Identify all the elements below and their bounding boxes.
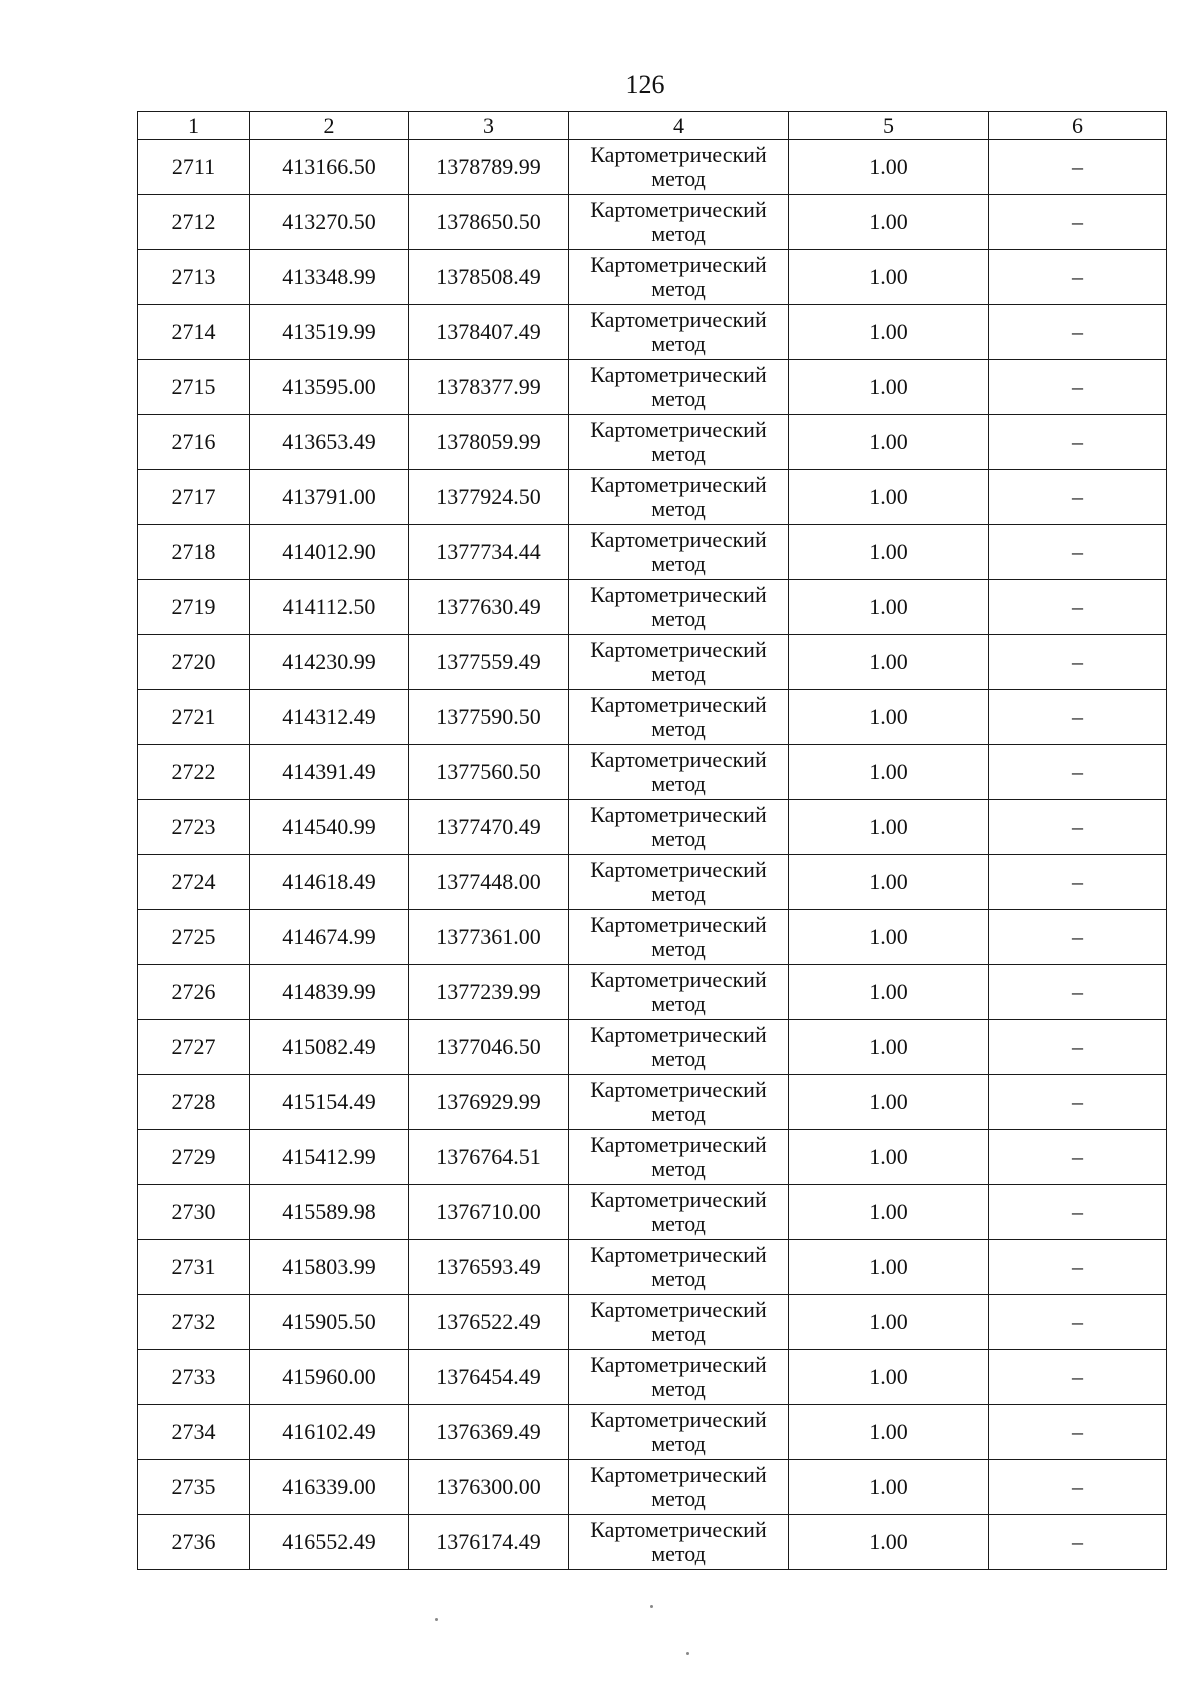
method-cell — [569, 1405, 789, 1460]
accuracy-cell: 1.00 — [789, 195, 989, 250]
y-coordinate-cell: 1377590.50 — [409, 690, 569, 745]
method-cell — [569, 1515, 789, 1570]
accuracy-cell: 1.00 — [789, 965, 989, 1020]
x-coordinate-cell: 413791.00 — [250, 470, 409, 525]
note-cell: – — [989, 1460, 1167, 1515]
method-text-continuation: метод — [651, 496, 706, 521]
accuracy-cell: 1.00 — [789, 580, 989, 635]
method-text-continuation: метод — [651, 1046, 706, 1071]
method-cell — [569, 1240, 789, 1295]
method-text-continuation: метод — [651, 1156, 706, 1181]
method-cell — [569, 525, 789, 580]
method-cell — [569, 360, 789, 415]
x-coordinate-cell: 415803.99 — [250, 1240, 409, 1295]
method-text: Картометрический — [590, 747, 767, 772]
method-cell — [569, 1295, 789, 1350]
table-row — [138, 690, 1167, 745]
method-cell — [569, 1075, 789, 1130]
point-number-cell: 2727 — [138, 1020, 250, 1075]
method-text: Картометрический — [590, 417, 767, 442]
point-number-cell: 2731 — [138, 1240, 250, 1295]
x-coordinate-cell: 415082.49 — [250, 1020, 409, 1075]
x-coordinate-cell: 413270.50 — [250, 195, 409, 250]
method-text: Картометрический — [590, 857, 767, 882]
y-coordinate-cell: 1377559.49 — [409, 635, 569, 690]
accuracy-cell: 1.00 — [789, 360, 989, 415]
method-cell — [569, 140, 789, 195]
x-coordinate-cell: 413166.50 — [250, 140, 409, 195]
note-cell: – — [989, 745, 1167, 800]
table-row — [138, 1350, 1167, 1405]
table-row — [138, 415, 1167, 470]
x-coordinate-cell: 416552.49 — [250, 1515, 409, 1570]
method-text-continuation: метод — [651, 1101, 706, 1126]
y-coordinate-cell: 1377239.99 — [409, 965, 569, 1020]
table-row — [138, 1075, 1167, 1130]
method-cell — [569, 910, 789, 965]
method-cell — [569, 580, 789, 635]
x-coordinate-cell: 416102.49 — [250, 1405, 409, 1460]
method-text: Картометрический — [590, 252, 767, 277]
x-coordinate-cell: 413519.99 — [250, 305, 409, 360]
point-number-cell: 2726 — [138, 965, 250, 1020]
x-coordinate-cell: 414312.49 — [250, 690, 409, 745]
method-text-continuation: метод — [651, 221, 706, 246]
note-cell: – — [989, 1240, 1167, 1295]
point-number-cell: 2712 — [138, 195, 250, 250]
method-text: Картометрический — [590, 582, 767, 607]
y-coordinate-cell: 1378059.99 — [409, 415, 569, 470]
method-text-continuation: метод — [651, 331, 706, 356]
method-text: Картометрический — [590, 692, 767, 717]
header-col-5: 5 — [789, 112, 989, 140]
table-row — [138, 195, 1167, 250]
y-coordinate-cell: 1378789.99 — [409, 140, 569, 195]
method-text: Картометрический — [590, 142, 767, 167]
x-coordinate-cell: 414230.99 — [250, 635, 409, 690]
accuracy-cell: 1.00 — [789, 855, 989, 910]
method-text-continuation: метод — [651, 1321, 706, 1346]
coordinates-table — [137, 111, 1167, 1570]
method-text: Картометрический — [590, 1242, 767, 1267]
y-coordinate-cell: 1377560.50 — [409, 745, 569, 800]
method-text-continuation: метод — [651, 276, 706, 301]
method-cell — [569, 1460, 789, 1515]
point-number-cell: 2724 — [138, 855, 250, 910]
method-text: Картометрический — [590, 967, 767, 992]
table-row — [138, 525, 1167, 580]
method-text: Картометрический — [590, 912, 767, 937]
note-cell: – — [989, 1515, 1167, 1570]
method-cell — [569, 635, 789, 690]
note-cell: – — [989, 1350, 1167, 1405]
accuracy-cell: 1.00 — [789, 690, 989, 745]
method-text: Картометрический — [590, 802, 767, 827]
method-text-continuation: метод — [651, 826, 706, 851]
x-coordinate-cell: 415412.99 — [250, 1130, 409, 1185]
table-row — [138, 1460, 1167, 1515]
y-coordinate-cell: 1378508.49 — [409, 250, 569, 305]
table-row — [138, 580, 1167, 635]
y-coordinate-cell: 1376929.99 — [409, 1075, 569, 1130]
x-coordinate-cell: 416339.00 — [250, 1460, 409, 1515]
y-coordinate-cell: 1376593.49 — [409, 1240, 569, 1295]
y-coordinate-cell: 1376369.49 — [409, 1405, 569, 1460]
note-cell: – — [989, 1075, 1167, 1130]
method-text-continuation: метод — [651, 1431, 706, 1456]
note-cell: – — [989, 305, 1167, 360]
note-cell: – — [989, 910, 1167, 965]
point-number-cell: 2720 — [138, 635, 250, 690]
method-text: Картометрический — [590, 1462, 767, 1487]
point-number-cell: 2716 — [138, 415, 250, 470]
table-row — [138, 1130, 1167, 1185]
y-coordinate-cell: 1377924.50 — [409, 470, 569, 525]
x-coordinate-cell: 413595.00 — [250, 360, 409, 415]
table-row — [138, 1240, 1167, 1295]
method-cell — [569, 1020, 789, 1075]
table-row — [138, 305, 1167, 360]
point-number-cell: 2729 — [138, 1130, 250, 1185]
note-cell: – — [989, 525, 1167, 580]
x-coordinate-cell: 414674.99 — [250, 910, 409, 965]
x-coordinate-cell: 414618.49 — [250, 855, 409, 910]
table-row — [138, 800, 1167, 855]
note-cell: – — [989, 855, 1167, 910]
method-text: Картометрический — [590, 1132, 767, 1157]
y-coordinate-cell: 1376454.49 — [409, 1350, 569, 1405]
method-text-continuation: метод — [651, 881, 706, 906]
y-coordinate-cell: 1377470.49 — [409, 800, 569, 855]
method-text-continuation: метод — [651, 1211, 706, 1236]
note-cell: – — [989, 250, 1167, 305]
note-cell: – — [989, 1405, 1167, 1460]
x-coordinate-cell: 415905.50 — [250, 1295, 409, 1350]
method-text-continuation: метод — [651, 936, 706, 961]
accuracy-cell: 1.00 — [789, 1130, 989, 1185]
method-cell — [569, 1350, 789, 1405]
point-number-cell: 2714 — [138, 305, 250, 360]
method-text-continuation: метод — [651, 1541, 706, 1566]
point-number-cell: 2728 — [138, 1075, 250, 1130]
accuracy-cell: 1.00 — [789, 910, 989, 965]
x-coordinate-cell: 415589.98 — [250, 1185, 409, 1240]
accuracy-cell: 1.00 — [789, 250, 989, 305]
point-number-cell: 2723 — [138, 800, 250, 855]
note-cell: – — [989, 1185, 1167, 1240]
x-coordinate-cell: 413348.99 — [250, 250, 409, 305]
header-col-3: 3 — [409, 112, 569, 140]
method-text-continuation: метод — [651, 661, 706, 686]
note-cell: – — [989, 360, 1167, 415]
accuracy-cell: 1.00 — [789, 800, 989, 855]
method-text: Картометрический — [590, 527, 767, 552]
note-cell: – — [989, 800, 1167, 855]
scan-speck — [435, 1618, 438, 1621]
point-number-cell: 2722 — [138, 745, 250, 800]
point-number-cell: 2736 — [138, 1515, 250, 1570]
y-coordinate-cell: 1378377.99 — [409, 360, 569, 415]
method-text-continuation: метод — [651, 1266, 706, 1291]
table-row — [138, 910, 1167, 965]
method-text: Картометрический — [590, 362, 767, 387]
note-cell: – — [989, 415, 1167, 470]
table-row — [138, 250, 1167, 305]
y-coordinate-cell: 1376522.49 — [409, 1295, 569, 1350]
accuracy-cell: 1.00 — [789, 140, 989, 195]
method-text-continuation: метод — [651, 551, 706, 576]
y-coordinate-cell: 1377448.00 — [409, 855, 569, 910]
method-cell — [569, 1185, 789, 1240]
note-cell: – — [989, 470, 1167, 525]
method-cell — [569, 1130, 789, 1185]
x-coordinate-cell: 413653.49 — [250, 415, 409, 470]
method-text: Картометрический — [590, 637, 767, 662]
x-coordinate-cell: 414012.90 — [250, 525, 409, 580]
accuracy-cell: 1.00 — [789, 1350, 989, 1405]
point-number-cell: 2717 — [138, 470, 250, 525]
method-text: Картометрический — [590, 1407, 767, 1432]
method-text-continuation: метод — [651, 386, 706, 411]
accuracy-cell: 1.00 — [789, 1295, 989, 1350]
method-cell — [569, 470, 789, 525]
header-row — [138, 112, 1167, 140]
x-coordinate-cell: 414391.49 — [250, 745, 409, 800]
accuracy-cell: 1.00 — [789, 635, 989, 690]
method-text: Картометрический — [590, 197, 767, 222]
method-text: Картометрический — [590, 1352, 767, 1377]
y-coordinate-cell: 1378650.50 — [409, 195, 569, 250]
point-number-cell: 2730 — [138, 1185, 250, 1240]
table-row — [138, 855, 1167, 910]
method-text-continuation: метод — [651, 606, 706, 631]
y-coordinate-cell: 1377734.44 — [409, 525, 569, 580]
accuracy-cell: 1.00 — [789, 415, 989, 470]
table-row — [138, 1405, 1167, 1460]
method-text: Картометрический — [590, 1077, 767, 1102]
method-text-continuation: метод — [651, 1486, 706, 1511]
method-text-continuation: метод — [651, 771, 706, 796]
table-row — [138, 1295, 1167, 1350]
note-cell: – — [989, 580, 1167, 635]
method-text: Картометрический — [590, 1517, 767, 1542]
accuracy-cell: 1.00 — [789, 1240, 989, 1295]
point-number-cell: 2733 — [138, 1350, 250, 1405]
point-number-cell: 2734 — [138, 1405, 250, 1460]
accuracy-cell: 1.00 — [789, 1020, 989, 1075]
header-col-6: 6 — [989, 112, 1167, 140]
method-text-continuation: метод — [651, 716, 706, 741]
point-number-cell: 2719 — [138, 580, 250, 635]
table-row — [138, 470, 1167, 525]
method-cell — [569, 690, 789, 745]
note-cell: – — [989, 140, 1167, 195]
accuracy-cell: 1.00 — [789, 525, 989, 580]
x-coordinate-cell: 414112.50 — [250, 580, 409, 635]
note-cell: – — [989, 965, 1167, 1020]
table-row — [138, 360, 1167, 415]
accuracy-cell: 1.00 — [789, 1185, 989, 1240]
method-text: Картометрический — [590, 1187, 767, 1212]
method-text: Картометрический — [590, 1297, 767, 1322]
accuracy-cell: 1.00 — [789, 1460, 989, 1515]
method-cell — [569, 305, 789, 360]
point-number-cell: 2732 — [138, 1295, 250, 1350]
method-cell — [569, 745, 789, 800]
note-cell: – — [989, 690, 1167, 745]
y-coordinate-cell: 1376300.00 — [409, 1460, 569, 1515]
table-row — [138, 1515, 1167, 1570]
method-cell — [569, 965, 789, 1020]
scan-speck — [686, 1652, 689, 1655]
method-cell — [569, 855, 789, 910]
point-number-cell: 2715 — [138, 360, 250, 415]
y-coordinate-cell: 1376764.51 — [409, 1130, 569, 1185]
x-coordinate-cell: 415960.00 — [250, 1350, 409, 1405]
method-text: Картометрический — [590, 1022, 767, 1047]
point-number-cell: 2718 — [138, 525, 250, 580]
point-number-cell: 2711 — [138, 140, 250, 195]
x-coordinate-cell: 415154.49 — [250, 1075, 409, 1130]
page-number: 126 — [625, 70, 665, 99]
accuracy-cell: 1.00 — [789, 470, 989, 525]
header-col-1: 1 — [138, 112, 250, 140]
accuracy-cell: 1.00 — [789, 1405, 989, 1460]
method-cell — [569, 195, 789, 250]
method-cell — [569, 800, 789, 855]
point-number-cell: 2735 — [138, 1460, 250, 1515]
x-coordinate-cell: 414839.99 — [250, 965, 409, 1020]
y-coordinate-cell: 1377630.49 — [409, 580, 569, 635]
table-row — [138, 745, 1167, 800]
y-coordinate-cell: 1378407.49 — [409, 305, 569, 360]
table-row — [138, 1020, 1167, 1075]
note-cell: – — [989, 1130, 1167, 1185]
y-coordinate-cell: 1377046.50 — [409, 1020, 569, 1075]
accuracy-cell: 1.00 — [789, 1515, 989, 1570]
y-coordinate-cell: 1376174.49 — [409, 1515, 569, 1570]
point-number-cell: 2725 — [138, 910, 250, 965]
header-col-4: 4 — [569, 112, 789, 140]
table-row — [138, 635, 1167, 690]
accuracy-cell: 1.00 — [789, 1075, 989, 1130]
method-text-continuation: метод — [651, 991, 706, 1016]
method-text: Картометрический — [590, 472, 767, 497]
point-number-cell: 2721 — [138, 690, 250, 745]
table-row — [138, 1185, 1167, 1240]
scan-speck — [650, 1605, 653, 1608]
method-cell — [569, 415, 789, 470]
method-text-continuation: метод — [651, 166, 706, 191]
x-coordinate-cell: 414540.99 — [250, 800, 409, 855]
y-coordinate-cell: 1377361.00 — [409, 910, 569, 965]
note-cell: – — [989, 635, 1167, 690]
header-col-2: 2 — [250, 112, 409, 140]
method-text-continuation: метод — [651, 1376, 706, 1401]
note-cell: – — [989, 195, 1167, 250]
accuracy-cell: 1.00 — [789, 745, 989, 800]
accuracy-cell: 1.00 — [789, 305, 989, 360]
table-row — [138, 965, 1167, 1020]
y-coordinate-cell: 1376710.00 — [409, 1185, 569, 1240]
note-cell: – — [989, 1020, 1167, 1075]
point-number-cell: 2713 — [138, 250, 250, 305]
method-cell — [569, 250, 789, 305]
note-cell: – — [989, 1295, 1167, 1350]
table-row — [138, 140, 1167, 195]
method-text: Картометрический — [590, 307, 767, 332]
method-text-continuation: метод — [651, 441, 706, 466]
